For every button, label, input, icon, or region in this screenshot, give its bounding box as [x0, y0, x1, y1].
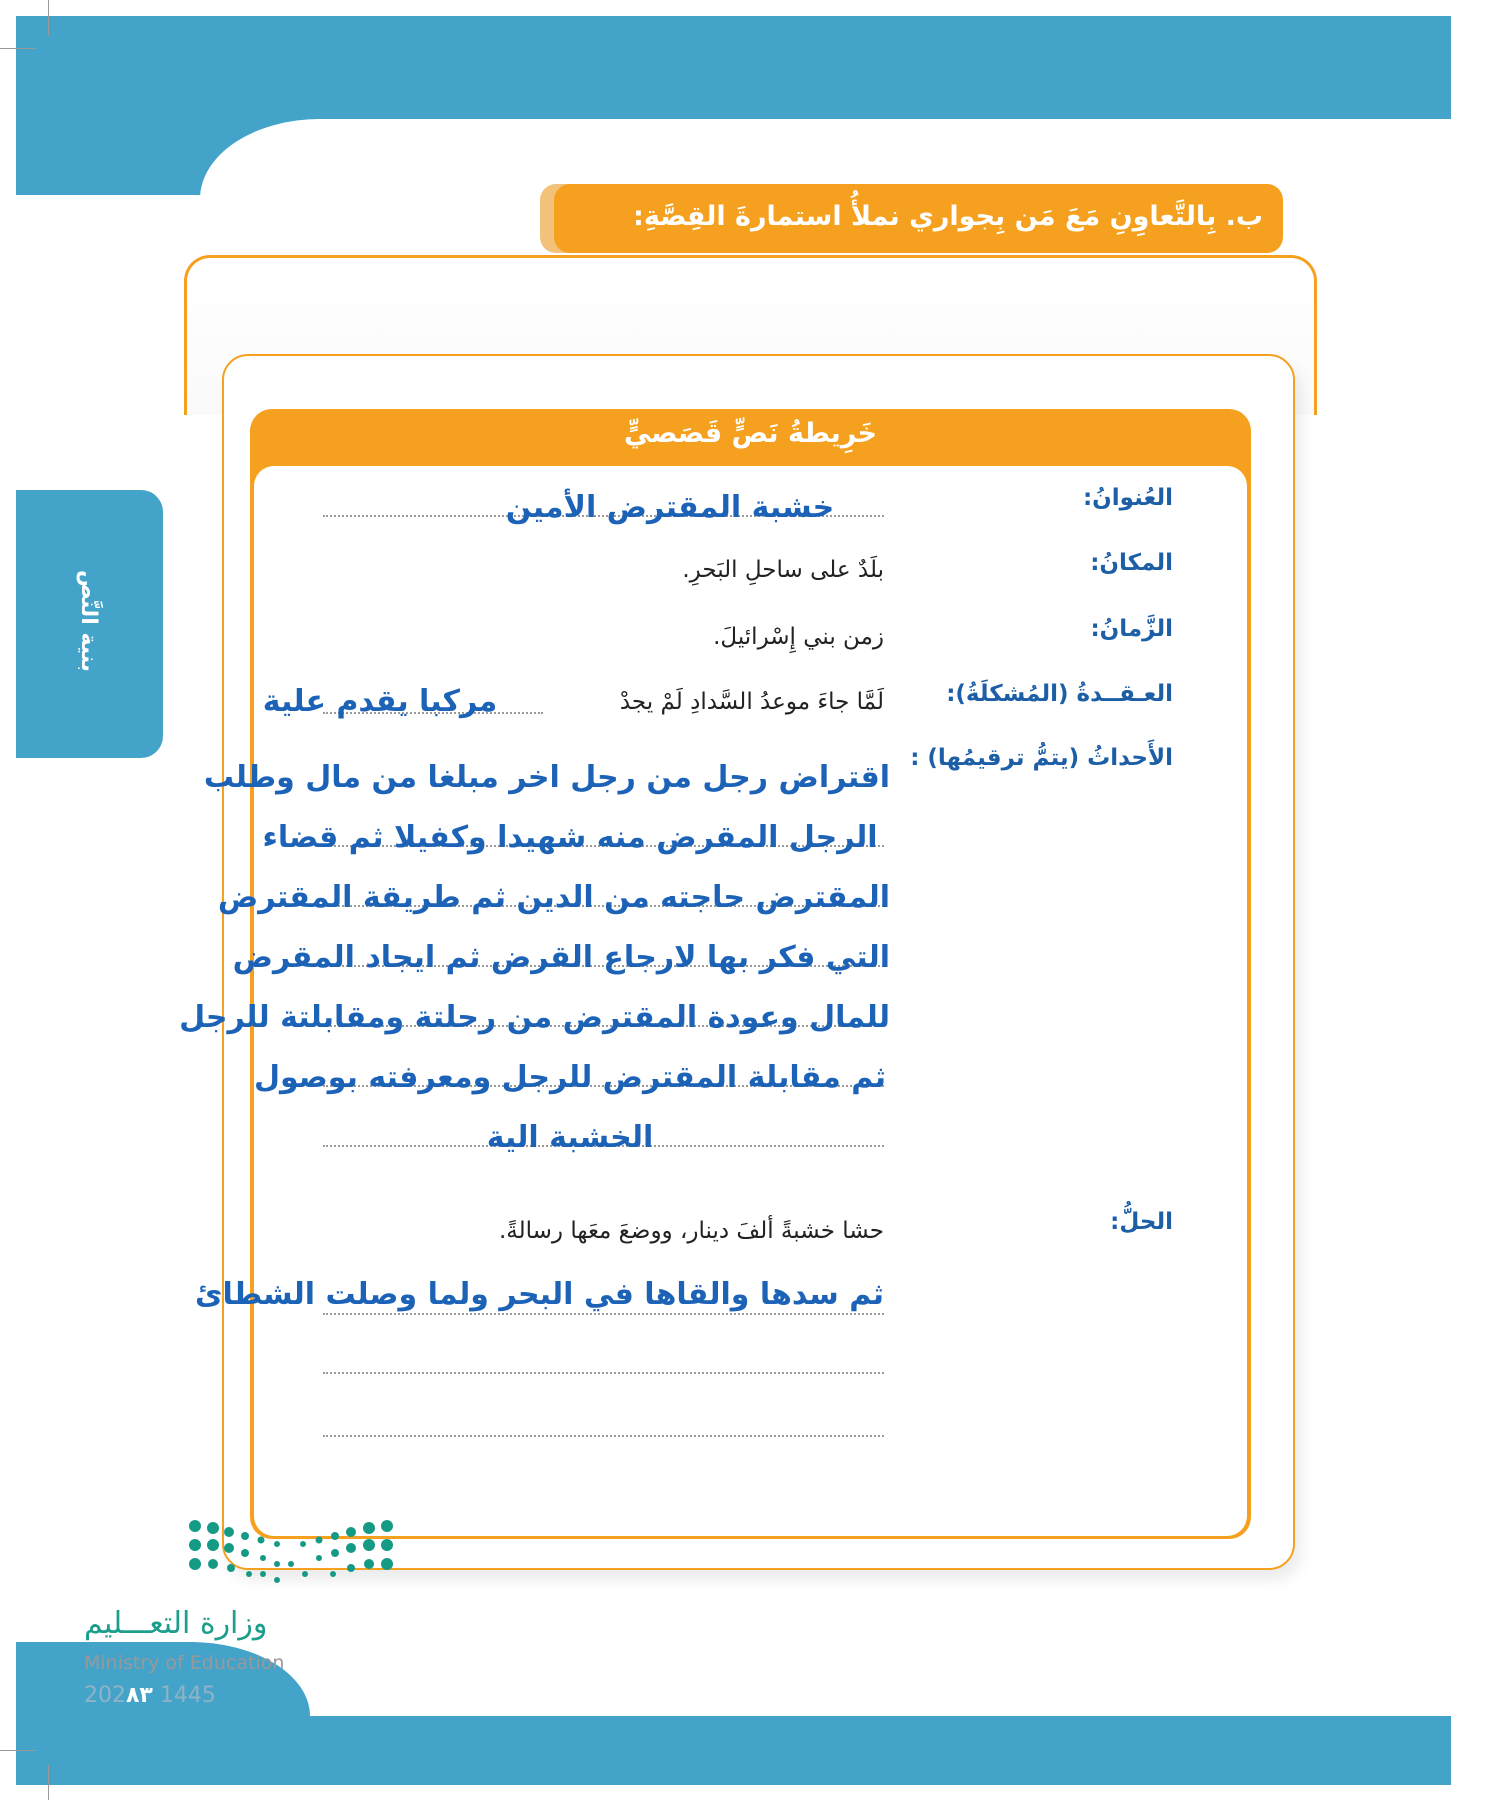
bottom-banner	[16, 1716, 1451, 1785]
complication-text: لَمَّا جاءَ موعدُ السَّدادِ لَمْ يجدْ	[619, 689, 884, 715]
year-right: 1445	[159, 1683, 216, 1708]
crop-mark	[0, 1750, 36, 1751]
ministry-logo-dots-icon	[185, 1518, 400, 1590]
answer-line	[323, 1372, 884, 1374]
place-text: بلَدٌ على ساحلِ البَحرِ.	[682, 557, 884, 583]
title-answer[interactable]: خشبة المقترض الأمين	[505, 490, 835, 525]
solution-answer[interactable]: ثم سدها والقاها في البحر ولما وصلت الشطائ	[195, 1277, 884, 1312]
time-label: الزَّمانُ:	[1090, 616, 1173, 642]
page-number: ٨٣	[126, 1683, 153, 1708]
year-left: 202	[84, 1683, 126, 1708]
crop-mark	[0, 48, 36, 49]
events-answer-line[interactable]: الرجل المقرض منه شهيدا وكفيلا ثم قضاء	[262, 820, 878, 855]
story-map-title: خَرِيطةُ نَصٍّ قَصَصيٍّ	[623, 418, 878, 449]
crop-mark	[48, 0, 49, 36]
side-tab-label: بنية النَّص	[76, 570, 101, 673]
solution-text: حشا خشبةً ألفَ دينار، ووضعَ معَها رسالةً.	[499, 1218, 884, 1244]
page-footer	[84, 1683, 216, 1708]
title-label: العُنوانُ:	[1082, 485, 1173, 511]
events-label: الأَحداثُ (يتمُّ ترقيمُها) :	[910, 745, 1173, 771]
events-answer-line[interactable]: المقترض حاجته من الدين ثم طريقة المقترض	[217, 880, 890, 915]
answer-line	[323, 1313, 884, 1315]
side-tab	[16, 490, 163, 758]
events-answer-line[interactable]: الخشبة الية	[486, 1120, 654, 1155]
place-label: المكانُ:	[1090, 550, 1173, 576]
complication-answer[interactable]: مركبا يقدم علية	[262, 684, 498, 719]
complication-label: العـقــدةُ (المُشكلَةُ):	[946, 681, 1173, 707]
ministry-name-ar: وزارة التعـــليم	[84, 1606, 268, 1641]
answer-line	[323, 1435, 884, 1437]
solution-label: الحلُّ:	[1110, 1209, 1173, 1235]
section-heading: ب. بِالتَّعاوِنِ مَعَ مَن بِجواري نملأُ استمارةَ القِصَّةِ:	[554, 184, 1283, 253]
events-answer-line[interactable]: ثم مقابلة المقترض للرجل ومعرفته بوصول	[253, 1060, 887, 1095]
events-answer-line[interactable]: اقتراض رجل من رجل اخر مبلغا من مال وطلب	[203, 760, 890, 795]
crop-mark	[48, 1765, 49, 1800]
ministry-name-en: Ministry of Education	[84, 1652, 285, 1674]
events-answer-line[interactable]: للمال وعودة المقترض من رحلتة ومقابلتة للرجل	[179, 1000, 890, 1035]
events-answer-line[interactable]: التي فكر بها لارجاع القرض ثم ايجاد المقرض	[232, 940, 890, 975]
time-text: زمن بني إِسْرائيلَ.	[713, 624, 884, 650]
